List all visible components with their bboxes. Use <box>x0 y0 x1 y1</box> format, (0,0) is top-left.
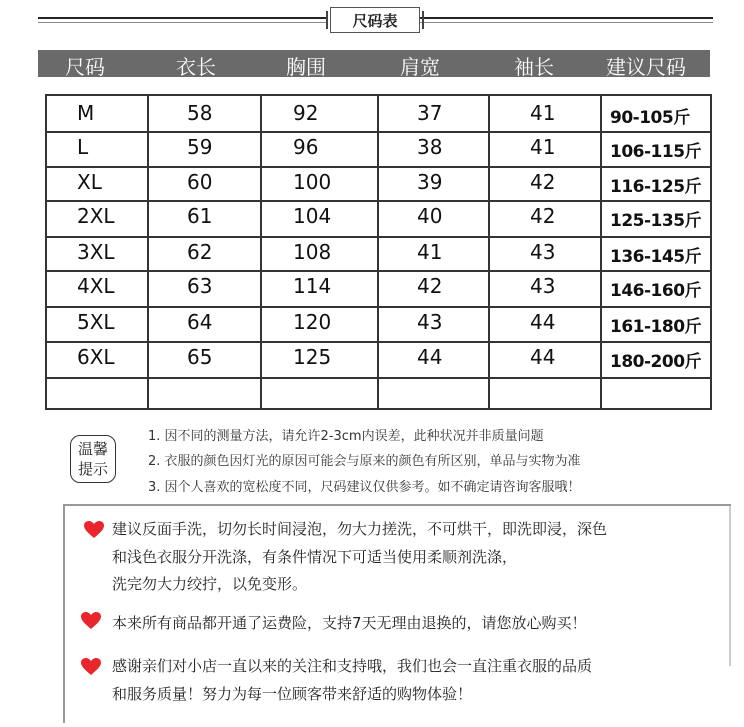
cell-sleeve: 42 <box>530 170 556 194</box>
note-line: 本来所有商品都开通了运费险，支持7天无理由退换的，请您放心购买！ <box>112 614 587 632</box>
cell-chest: 100 <box>293 170 332 194</box>
cell-chest: 96 <box>293 135 319 159</box>
cell-recommend: 125-135斤 <box>610 211 702 231</box>
cell-chest: 92 <box>293 101 319 125</box>
note-line: 建议反面手洗，切勿长时间浸泡，勿大力搓洗，不可烘干，即洗即浸，深色 <box>112 520 608 538</box>
cell-size: 6XL <box>77 345 115 369</box>
cell-length: 65 <box>187 345 213 369</box>
cell-sleeve: 43 <box>530 274 556 298</box>
page-title: 尺码表 <box>330 7 420 33</box>
title-rule-left <box>38 17 328 19</box>
cell-recommend: 161-180斤 <box>610 317 702 337</box>
cell-size: M <box>77 101 95 125</box>
tip-item: 2. 衣服的颜色因灯光的原因可能会与原来的颜色有所区别，单品与实物为准 <box>148 454 581 469</box>
cell-length: 60 <box>187 170 213 194</box>
header-shoulder: 肩宽 <box>400 55 440 79</box>
tip-item: 3. 因个人喜欢的宽松度不同，尺码建议仅供参考。如不确定请咨询客服哦！ <box>148 480 581 495</box>
cell-length: 64 <box>187 310 213 334</box>
header-size: 尺码 <box>65 55 105 79</box>
cell-sleeve: 41 <box>530 135 556 159</box>
cell-length: 62 <box>187 240 213 264</box>
cell-shoulder: 43 <box>417 310 443 334</box>
cell-chest: 120 <box>293 310 332 334</box>
cell-sleeve: 41 <box>530 101 556 125</box>
size-table <box>45 94 712 410</box>
header-length: 衣长 <box>176 55 216 79</box>
cell-shoulder: 38 <box>417 135 443 159</box>
size-table-header <box>38 50 710 77</box>
title-rule-left-thin <box>38 22 328 23</box>
note-line: 和浅色衣服分开洗涤，有条件情况下可适当使用柔顺剂洗涤， <box>112 548 518 566</box>
cell-recommend: 146-160斤 <box>610 281 702 301</box>
cell-length: 63 <box>187 274 213 298</box>
cell-chest: 125 <box>293 345 332 369</box>
title-rule-right <box>420 17 713 19</box>
cell-sleeve: 43 <box>530 240 556 264</box>
cell-size: 4XL <box>77 274 115 298</box>
cell-shoulder: 42 <box>417 274 443 298</box>
cell-length: 59 <box>187 135 213 159</box>
cell-chest: 104 <box>293 204 332 228</box>
cell-length: 61 <box>187 204 213 228</box>
tips-badge-line2: 提示 <box>77 460 108 478</box>
cell-size: XL <box>77 170 102 194</box>
cell-recommend: 180-200斤 <box>610 352 702 372</box>
header-recommend: 建议尺码 <box>606 55 686 79</box>
heart-icon <box>81 612 101 630</box>
note-line: 洗完勿大力绞拧，以免变形。 <box>112 575 308 593</box>
cell-sleeve: 44 <box>530 345 556 369</box>
cell-shoulder: 41 <box>417 240 443 264</box>
cell-sleeve: 42 <box>530 204 556 228</box>
cell-chest: 114 <box>293 274 332 298</box>
cell-recommend: 90-105斤 <box>610 108 690 128</box>
cell-shoulder: 40 <box>417 204 443 228</box>
cell-length: 58 <box>187 101 213 125</box>
cell-recommend: 136-145斤 <box>610 247 702 267</box>
tip-item: 1. 因不同的测量方法，请允许2-3cm内误差，此种状况并非质量问题 <box>148 429 544 444</box>
note-line: 感谢亲们对小店一直以来的关注和支持哦，我们也会一直注重衣服的品质 <box>112 657 593 675</box>
cell-size: 2XL <box>77 204 115 228</box>
header-chest: 胸围 <box>286 55 326 79</box>
header-sleeve: 袖长 <box>514 55 554 79</box>
cell-recommend: 106-115斤 <box>610 142 702 162</box>
cell-shoulder: 44 <box>417 345 443 369</box>
cell-size: 3XL <box>77 240 115 264</box>
cell-size: L <box>77 135 89 159</box>
cell-size: 5XL <box>77 310 115 334</box>
cell-sleeve: 44 <box>530 310 556 334</box>
title-rule-right-thin <box>420 22 713 23</box>
note-line: 和服务质量！努力为每一位顾客带来舒适的购物体验！ <box>112 685 473 703</box>
heart-icon <box>81 658 101 676</box>
heart-icon <box>84 521 104 539</box>
tips-badge <box>70 435 116 483</box>
cell-chest: 108 <box>293 240 332 264</box>
cell-recommend: 116-125斤 <box>610 177 702 197</box>
cell-shoulder: 39 <box>417 170 443 194</box>
tips-badge-line1: 温馨 <box>77 440 108 458</box>
cell-shoulder: 37 <box>417 101 443 125</box>
